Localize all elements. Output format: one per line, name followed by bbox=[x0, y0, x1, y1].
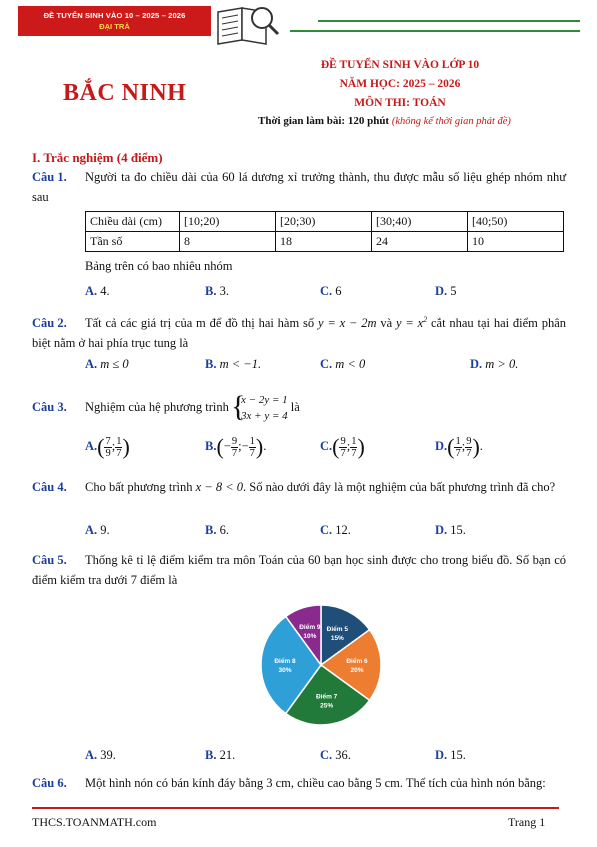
pie-category-label: Điểm 9 bbox=[299, 623, 321, 631]
option-c[interactable]: C. 6 bbox=[320, 284, 342, 298]
option-d[interactable]: D. m > 0. bbox=[470, 357, 519, 371]
pie-category-label: Điểm 6 bbox=[346, 658, 368, 665]
pie-value-label: 20% bbox=[350, 667, 364, 674]
option-d[interactable]: D.( $\frac{1}{7}$ ; $\frac{9}{7}$ ). bbox=[435, 434, 483, 459]
question-2-options bbox=[85, 357, 555, 379]
pie-value-label: 15% bbox=[330, 634, 344, 642]
subject: MÔN THI: TOÁN bbox=[354, 97, 446, 109]
option-b[interactable]: B. 6. bbox=[205, 523, 229, 537]
table-cell: [20;30) bbox=[276, 212, 372, 232]
pie-value-label: 10% bbox=[303, 632, 317, 640]
question-label: Câu 2. bbox=[32, 316, 67, 331]
option-b[interactable]: B. 3. bbox=[205, 284, 229, 298]
question-5-options bbox=[85, 748, 555, 770]
option-a[interactable]: A. 4. bbox=[85, 284, 110, 298]
section-heading: I. Trắc nghiệm (4 điểm) bbox=[32, 150, 163, 165]
duration-note: (không kể thời gian phát đề) bbox=[391, 116, 511, 127]
exam-title-block bbox=[300, 56, 500, 113]
table-cell: 8 bbox=[180, 232, 276, 252]
option-a[interactable]: A. 39. bbox=[85, 748, 116, 762]
table-cell: 18 bbox=[276, 232, 372, 252]
option-a[interactable]: A.( $\frac{7}{9}$ ; $\frac{1}{7}$ ) bbox=[85, 434, 130, 459]
option-b[interactable]: B. 21. bbox=[205, 748, 236, 762]
option-c[interactable]: C. m < 0 bbox=[320, 357, 366, 371]
option-b[interactable]: B.(− $\frac{9}{7}$ ;− $\frac{1}{7}$ ). bbox=[205, 434, 267, 459]
footer-page: Trang 1 bbox=[508, 815, 546, 829]
footer-site: THCS.TOANMATH.com bbox=[32, 815, 157, 829]
pie-chart bbox=[256, 597, 386, 733]
question-6: Câu 6. Một hình nón có bán kính đáy bằng 3 cm, chiều cao bằng 5 cm. Thể tích của hình nón bằng: bbox=[32, 773, 566, 793]
frequency-table bbox=[85, 211, 564, 252]
table-cell: [30;40) bbox=[372, 212, 468, 232]
option-d[interactable]: D. 15. bbox=[435, 748, 466, 762]
pie-chart-svg bbox=[256, 597, 386, 733]
table-cell: [10;20) bbox=[180, 212, 276, 232]
table-cell: 24 bbox=[372, 232, 468, 252]
ribbon-title: ĐỀ TUYỂN SINH VÀO 10 – 2025 – 2026 bbox=[43, 11, 186, 20]
table-cell: 10 bbox=[468, 232, 564, 252]
question-3: Câu 3. Nghiệm của hệ phương trình { x − 2y = 1 3x + y = 4 là bbox=[32, 390, 300, 423]
duration-main: Thời gian làm bài: 120 phút bbox=[258, 115, 390, 127]
equation-system: { x − 2y = 1 3x + y = 4 bbox=[231, 390, 288, 423]
question-label: Câu 3. bbox=[32, 399, 67, 414]
option-c[interactable]: C.( $\frac{9}{7}$ ; $\frac{1}{7}$ ) bbox=[320, 434, 365, 459]
table-cell: [40;50) bbox=[468, 212, 564, 232]
question-2: Câu 2. Tất cả các giá trị của m để đồ thị hai hàm số y = x − 2m và $y = x^2$ cắt nhau tại hai điểm phân biệt nằm ở hai phía trục tung là bbox=[32, 315, 567, 351]
question-1-options bbox=[85, 284, 555, 306]
exam-title: ĐỀ TUYỂN SINH VÀO LỚP 10 bbox=[320, 59, 480, 71]
question-4: Câu 4. Cho bất phương trình x − 8 < 0. Số nào dưới đây là một nghiệm của bất phương trình đã cho? bbox=[32, 477, 566, 497]
function-1: y = x − 2m bbox=[317, 316, 377, 331]
header-lines bbox=[290, 12, 580, 42]
pie-category-label: Điểm 8 bbox=[274, 658, 296, 665]
option-d[interactable]: D. 15. bbox=[435, 523, 466, 537]
inequality: x − 8 < 0 bbox=[195, 480, 244, 494]
question-label: Câu 1. bbox=[32, 170, 67, 184]
option-d[interactable]: D. 5 bbox=[435, 284, 457, 298]
question-5: Câu 5. Thống kê tỉ lệ điểm kiểm tra môn Toán của 60 bạn học sinh được cho trong biểu đồ. Số bạn có điểm kiểm tra dưới 7 điểm là bbox=[32, 550, 566, 590]
table-cell: Chiều dài (cm) bbox=[86, 212, 180, 232]
school-year: NĂM HỌC: 2025 – 2026 bbox=[339, 78, 461, 90]
table-row bbox=[86, 212, 564, 232]
question-label: Câu 6. bbox=[32, 776, 67, 790]
table-row bbox=[86, 232, 564, 252]
function-2: $y = x^2$ bbox=[395, 315, 428, 331]
question-label: Câu 4. bbox=[32, 480, 67, 494]
question-text: Người ta đo chiều dài của 60 lá dương xỉ trưởng thành, thu được mẫu số liệu ghép nhóm như sau bbox=[32, 170, 566, 204]
option-a[interactable]: A. m ≤ 0 bbox=[85, 357, 129, 371]
question-1 bbox=[32, 167, 566, 207]
ribbon-subtitle: ĐẠI TRÀ bbox=[99, 22, 130, 31]
footer-divider bbox=[32, 807, 559, 809]
question-3-options bbox=[85, 434, 555, 470]
option-a[interactable]: A. 9. bbox=[85, 523, 110, 537]
option-c[interactable]: C. 36. bbox=[320, 748, 351, 762]
question-4-options bbox=[85, 523, 555, 545]
province-title: BẮC NINH bbox=[63, 80, 187, 106]
pie-value-label: 30% bbox=[278, 667, 292, 674]
duration bbox=[258, 115, 511, 127]
pie-category-label: Điểm 7 bbox=[315, 693, 338, 701]
question-1-prompt: Bảng trên có bao nhiêu nhóm bbox=[85, 259, 233, 273]
book-magnifier-icon bbox=[212, 0, 282, 46]
pie-value-label: 25% bbox=[320, 702, 334, 710]
table-cell: Tần số bbox=[86, 232, 180, 252]
question-label: Câu 5. bbox=[32, 553, 67, 567]
pie-category-label: Điểm 5 bbox=[326, 625, 349, 633]
option-c[interactable]: C. 12. bbox=[320, 523, 351, 537]
header-ribbon bbox=[18, 6, 211, 36]
option-b[interactable]: B. m < −1. bbox=[205, 357, 262, 371]
